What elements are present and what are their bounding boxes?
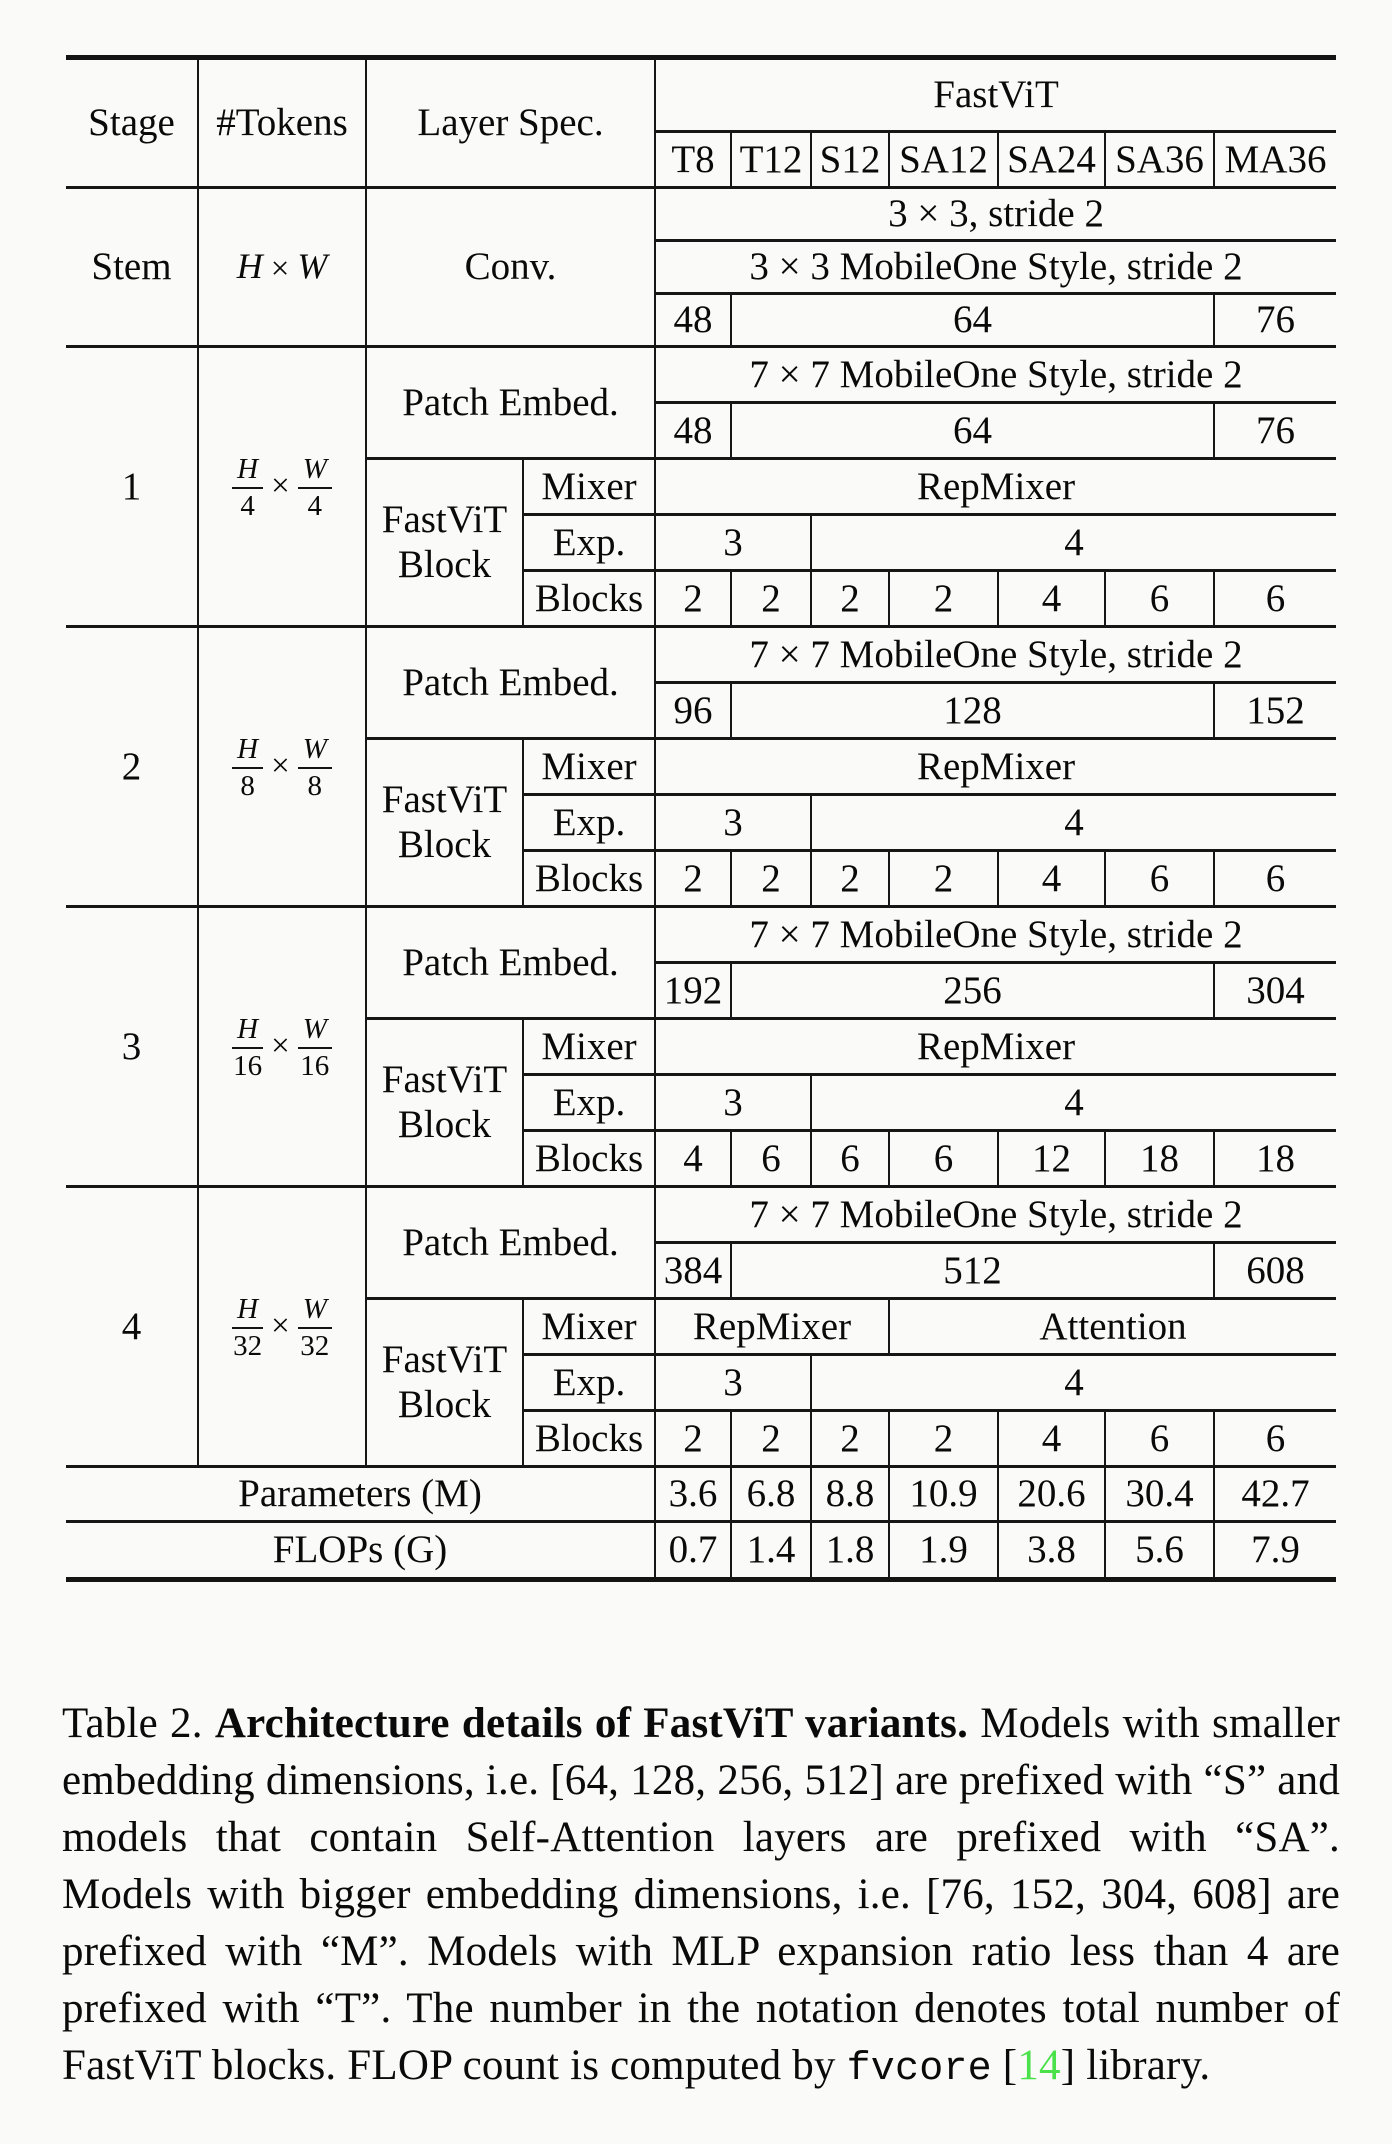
stage2-mixer-value: RepMixer	[655, 739, 1336, 795]
parameters-value: 42.7	[1214, 1467, 1336, 1522]
blocks-value: 4	[998, 1411, 1105, 1467]
flops-label: FLOPs (G)	[66, 1522, 655, 1580]
flops-value: 1.8	[811, 1522, 889, 1580]
col-header-sa24: SA24	[998, 132, 1105, 188]
flops-row	[66, 1522, 1336, 1580]
stem-channels-t8: 48	[655, 294, 731, 347]
architecture-table	[66, 55, 1336, 1582]
blocks-value: 6	[1214, 571, 1336, 627]
stem-label: Stem	[66, 188, 198, 347]
stage2-patch-embed-op-row	[66, 627, 1336, 683]
col-header-sa12: SA12	[889, 132, 998, 188]
stage2-token-times: ×	[271, 747, 290, 784]
stage4-mixer-repmixer: RepMixer	[655, 1299, 889, 1355]
blocks-value: 2	[731, 851, 811, 907]
caption-citation-14[interactable]: 14	[1017, 2042, 1061, 2089]
stage4-exp-label: Exp.	[523, 1355, 655, 1411]
stage2-exp-low: 3	[655, 795, 811, 851]
blocks-value: 2	[811, 571, 889, 627]
stage1-mixer-label: Mixer	[523, 459, 655, 515]
architecture-table-wrap	[66, 55, 1336, 1582]
stem-token-h: H	[236, 245, 263, 286]
parameters-value: 6.8	[731, 1467, 811, 1522]
caption-cite-open-bracket: [	[991, 2042, 1018, 2089]
stage3-blocks-label: Blocks	[523, 1131, 655, 1187]
caption-body: Models with smaller embedding dimensions, i.e. [64, 128, 256, 512] are prefixed with “S” and models that contain Self-Attention layers are prefixed with “SA”. Models with bigger embedding dimensions, i.e. [76, 152, 304, 608] are prefixed with “M”. Models with MLP expansion ratio less than 4 are prefixed with “T”. The number in the notation denotes total number of FastViT blocks. FLOP count is computed by	[62, 1700, 1340, 2089]
stage3-mixer-value: RepMixer	[655, 1019, 1336, 1075]
stage2-channels-t8: 96	[655, 683, 731, 739]
stage2-token-frac-w: $\frac{W}{8}$	[298, 733, 332, 801]
parameters-value: 30.4	[1105, 1467, 1214, 1522]
stage3-token-frac-w: $\frac{W}{16}$	[298, 1013, 332, 1081]
blocks-value: 6	[1214, 851, 1336, 907]
stage1-token-frac-h: $\frac{H}{4}$	[232, 453, 263, 521]
stage4-exp-low: 3	[655, 1355, 811, 1411]
blocks-value: 2	[731, 571, 811, 627]
blocks-value: 18	[1105, 1131, 1214, 1187]
stage2-tokens	[198, 627, 366, 907]
flops-value: 3.8	[998, 1522, 1105, 1580]
stage3-exp-high: 4	[811, 1075, 1336, 1131]
stage3-token-times: ×	[271, 1027, 290, 1064]
stem-conv-op-2: 3 × 3 MobileOne Style, stride 2	[655, 241, 1336, 294]
stage4-token-frac-h: $\frac{H}{32}$	[233, 1292, 263, 1362]
flops-value: 7.9	[1251, 1528, 1300, 1572]
col-header-ma36: MA36	[1214, 132, 1336, 188]
stage1-patch-embed-op-row	[66, 347, 1336, 403]
group-header-fastvit: FastViT	[655, 58, 1336, 132]
stage1-label: 1	[66, 347, 198, 627]
stage1-channels-mid: 64	[731, 403, 1214, 459]
col-header-s12: S12	[811, 132, 889, 188]
stem-conv-op-1: 3 × 3, stride 2	[655, 188, 1336, 241]
col-header-stage: Stage	[66, 58, 198, 188]
blocks-value: 6	[731, 1131, 811, 1187]
stage4-exp-high: 4	[811, 1355, 1336, 1411]
stage3-mixer-label: Mixer	[523, 1019, 655, 1075]
stage3-patch-embed-label: Patch Embed.	[366, 907, 655, 1019]
stage3-patch-embed-op-row	[66, 907, 1336, 963]
blocks-value: 6	[1105, 1411, 1214, 1467]
stage1-block-label: FastViT Block	[366, 459, 523, 627]
flops-value: 0.7	[655, 1522, 731, 1580]
blocks-value: 2	[811, 1411, 889, 1467]
blocks-value: 18	[1214, 1131, 1336, 1187]
blocks-value: 2	[811, 851, 889, 907]
col-header-layer-spec: Layer Spec.	[366, 58, 655, 188]
stage3-block-label: FastViT Block	[366, 1019, 523, 1187]
parameters-value: 20.6	[998, 1467, 1105, 1522]
blocks-value: 2	[731, 1411, 811, 1467]
stage4-token-frac-w: $\frac{W}{32}$	[298, 1293, 332, 1361]
stage2-patch-embed-label: Patch Embed.	[366, 627, 655, 739]
blocks-value: 6	[1105, 571, 1214, 627]
caption-tail: library.	[1075, 2042, 1211, 2089]
table-caption	[62, 1695, 1340, 2098]
stage1-exp-label: Exp.	[523, 515, 655, 571]
blocks-value: 2	[655, 851, 731, 907]
blocks-value: 4	[998, 851, 1105, 907]
stage1-patch-embed-label: Patch Embed.	[366, 347, 655, 459]
stage3-label: 3	[66, 907, 198, 1187]
col-header-t8: T8	[655, 132, 731, 188]
blocks-value: 2	[889, 851, 998, 907]
stem-row-1	[66, 188, 1336, 241]
flops-value: 1.4	[731, 1522, 811, 1580]
stem-channels-ma36: 76	[1214, 294, 1336, 347]
stem-token-w: W	[297, 245, 328, 286]
parameters-row	[66, 1467, 1336, 1522]
stage4-channels-mid: 512	[731, 1243, 1214, 1299]
stage1-token-times: ×	[271, 467, 290, 504]
stage2-exp-high: 4	[811, 795, 1336, 851]
parameters-value: 8.8	[811, 1467, 889, 1522]
blocks-value: 2	[889, 571, 998, 627]
stage2-exp-label: Exp.	[523, 795, 655, 851]
stage3-channels-ma36: 304	[1214, 963, 1336, 1019]
blocks-value: 6	[1105, 851, 1214, 907]
stage3-patch-embed-op: 7 × 7 MobileOne Style, stride 2	[655, 907, 1336, 963]
stage4-label: 4	[66, 1187, 198, 1467]
stage1-patch-embed-op: 7 × 7 MobileOne Style, stride 2	[655, 347, 1336, 403]
blocks-value: 6	[1214, 1411, 1336, 1467]
stage1-tokens	[198, 347, 366, 627]
stage2-blocks-label: Blocks	[523, 851, 655, 907]
stage4-mixer-label: Mixer	[523, 1299, 655, 1355]
blocks-value: 4	[655, 1131, 731, 1187]
stage2-token-frac-h: $\frac{H}{8}$	[232, 733, 263, 801]
stage4-channels-t8: 384	[655, 1243, 731, 1299]
stage2-label: 2	[66, 627, 198, 907]
stage3-exp-low: 3	[655, 1075, 811, 1131]
stage4-channels-ma36: 608	[1214, 1243, 1336, 1299]
stem-tokens	[198, 188, 366, 347]
stage4-patch-embed-label: Patch Embed.	[366, 1187, 655, 1299]
stage2-mixer-label: Mixer	[523, 739, 655, 795]
caption-label: Table 2.	[62, 1700, 215, 1747]
stage4-block-label: FastViT Block	[366, 1299, 523, 1467]
stage1-exp-low: 3	[655, 515, 811, 571]
stage4-patch-embed-op-row	[66, 1187, 1336, 1243]
stage2-patch-embed-op: 7 × 7 MobileOne Style, stride 2	[655, 627, 1336, 683]
col-header-sa36: SA36	[1105, 132, 1214, 188]
stage1-mixer-value: RepMixer	[655, 459, 1336, 515]
stem-layer-label: Conv.	[366, 188, 655, 347]
stage3-exp-label: Exp.	[523, 1075, 655, 1131]
blocks-value: 2	[889, 1411, 998, 1467]
stage3-tokens	[198, 907, 366, 1187]
stem-channels-mid: 64	[731, 294, 1214, 347]
flops-value: 1.9	[889, 1522, 998, 1580]
caption-cite-close-bracket: ]	[1060, 2042, 1076, 2089]
stage1-channels-ma36: 76	[1214, 403, 1336, 459]
stage3-channels-t8: 192	[655, 963, 731, 1019]
stage2-channels-mid: 128	[731, 683, 1214, 739]
stage1-blocks-label: Blocks	[523, 571, 655, 627]
stage1-token-frac-w: $\frac{W}{4}$	[298, 453, 332, 521]
caption-code-fvcore: fvcore	[846, 2047, 992, 2092]
stage4-token-times: ×	[271, 1307, 290, 1344]
stage2-block-label: FastViT Block	[366, 739, 523, 907]
stage1-channels-t8: 48	[655, 403, 731, 459]
parameters-value: 10.9	[889, 1467, 998, 1522]
col-header-tokens: #Tokens	[198, 58, 366, 188]
blocks-value: 4	[998, 571, 1105, 627]
header-row-group	[66, 58, 1336, 132]
stage1-exp-high: 4	[811, 515, 1336, 571]
parameters-label: Parameters (M)	[66, 1467, 655, 1522]
stage4-tokens	[198, 1187, 366, 1467]
stage4-patch-embed-op: 7 × 7 MobileOne Style, stride 2	[655, 1187, 1336, 1243]
stage3-channels-mid: 256	[731, 963, 1214, 1019]
stage2-channels-ma36: 152	[1214, 683, 1336, 739]
blocks-value: 12	[998, 1131, 1105, 1187]
caption-title: Architecture details of FastViT variants.	[214, 1700, 969, 1747]
blocks-value: 6	[811, 1131, 889, 1187]
stem-token-times: ×	[270, 250, 290, 287]
stage3-token-frac-h: $\frac{H}{16}$	[233, 1012, 263, 1082]
flops-value: 5.6	[1105, 1522, 1214, 1580]
stage4-mixer-attention: Attention	[889, 1299, 1336, 1355]
col-header-t12: T12	[731, 132, 811, 188]
blocks-value: 2	[655, 1411, 731, 1467]
blocks-value: 2	[655, 571, 731, 627]
stage4-blocks-label: Blocks	[523, 1411, 655, 1467]
parameters-value: 3.6	[655, 1467, 731, 1522]
blocks-value: 6	[889, 1131, 998, 1187]
